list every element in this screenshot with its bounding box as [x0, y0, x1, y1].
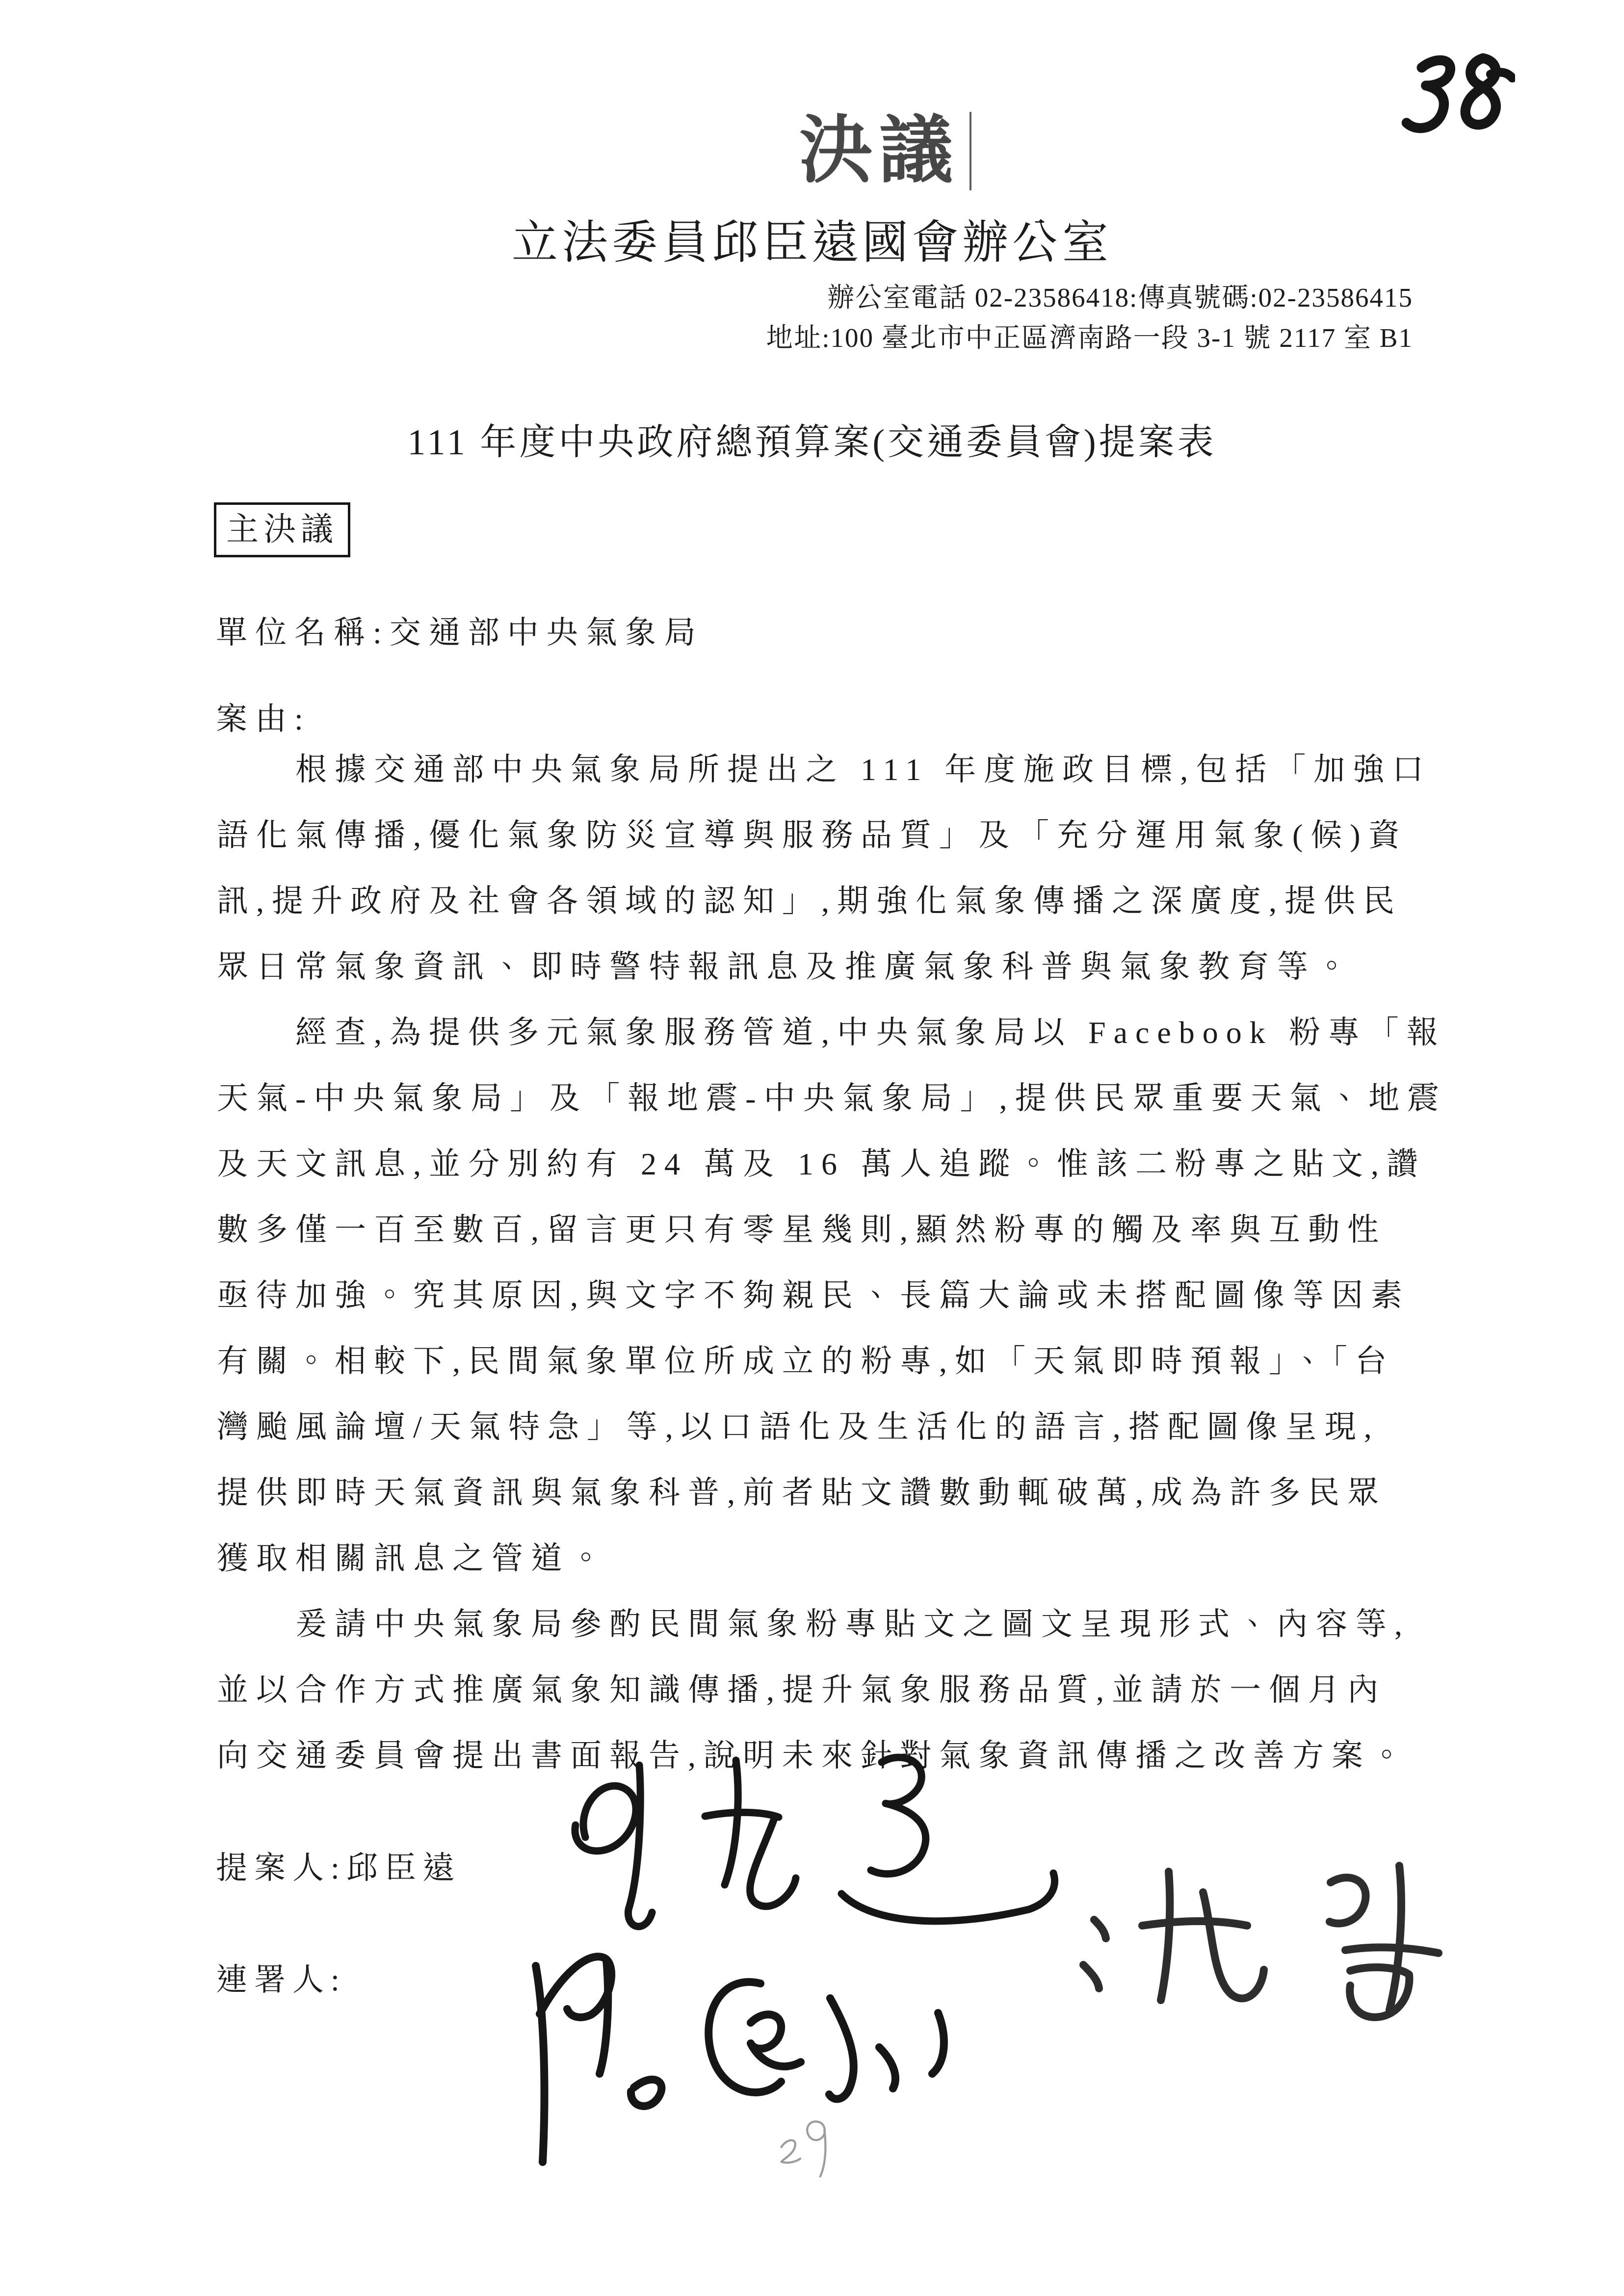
handwritten-29-icon: [773, 2107, 841, 2181]
cosigner-signature-lower-icon: [505, 1926, 996, 2200]
body-line: 灣颱風論壇/天氣特急」等,以口語化及生活化的語言,搭配圖像呈現,: [217, 1409, 1380, 1444]
body-line: 亟待加強。究其原因,與文字不夠親民、長篇大論或未搭配圖像等因素: [217, 1278, 1410, 1313]
body-line: 眾日常氣象資訊、即時警特報訊息及推廣氣象科普與氣象教育等。: [217, 949, 1355, 984]
handwritten-page-number: [1392, 44, 1515, 152]
body-line: 數多僅一百至數百,留言更只有零星幾則,顯然粉專的觸及率與互動性: [217, 1212, 1387, 1247]
body-text: [217, 737, 1448, 1789]
handwritten-note: [773, 2107, 841, 2183]
cosigner-label: 連署人:: [216, 1962, 346, 1997]
resolution-stamp: 決議: [799, 112, 971, 190]
proposer-line: 提案人:邱臣遠: [216, 1851, 461, 1885]
handwritten-38-icon: [1392, 44, 1515, 150]
body-line: 訊,提升政府及社會各領域的認知」,期強化氣象傳播之深廣度,提供民: [217, 884, 1402, 918]
body-line: 經查,為提供多元氣象服務管道,中央氣象局以 Facebook 粉專「報: [295, 1015, 1446, 1050]
body-line: 向交通委員會提出書面報告,說明未來針對氣象資訊傳播之改善方案。: [217, 1738, 1410, 1773]
body-line: 爰請中央氣象局參酌民間氣象粉專貼文之圖文呈現形式、內容等,: [295, 1607, 1410, 1642]
unit-name-line: 單位名稱:交通部中央氣象局: [216, 615, 704, 650]
body-line: 提供即時天氣資訊與氣象科普,前者貼文讚數動輒破萬,成為許多民眾: [217, 1475, 1387, 1510]
body-line: 及天文訊息,並分別約有 24 萬及 16 萬人追蹤。惟該二粉專之貼文,讚: [217, 1147, 1426, 1181]
phone-fax-line: 辦公室電話 02-23586418:傳真號碼:02-23586415: [827, 283, 1413, 313]
cosigner-signature-lower: [505, 1926, 996, 2203]
body-line: 根據交通部中央氣象局所提出之 111 年度施政目標,包括「加強口: [295, 752, 1432, 787]
document-title: 111 年度中央政府總預算案(交通委員會)提案表: [407, 422, 1217, 463]
body-line: 有關。相較下,民間氣象單位所成立的粉專,如「天氣即時預報」、「台: [217, 1344, 1394, 1379]
cosigner-signature-right: [1055, 1852, 1521, 2061]
section-label-box: 主決議: [214, 502, 350, 557]
office-name: 立法委員邱臣遠國會辦公室: [511, 217, 1112, 268]
body-line: 語化氣傳播,優化氣象防災宣導與服務品質」及「充分運用氣象(候)資: [217, 818, 1408, 853]
address-line: 地址:100 臺北市中正區濟南路一段 3-1 號 2117 室 B1: [766, 323, 1413, 353]
body-line: 天氣-中央氣象局」及「報地震-中央氣象局」,提供民眾重要天氣、地震: [217, 1081, 1447, 1116]
cosigner-signature-right-icon: [1055, 1852, 1521, 2058]
subject-label: 案由:: [216, 702, 311, 736]
body-line: 並以合作方式推廣氣象知識傳播,提升氣象服務品質,並請於一個月內: [217, 1672, 1387, 1707]
body-line: 獲取相關訊息之管道。: [217, 1541, 609, 1576]
